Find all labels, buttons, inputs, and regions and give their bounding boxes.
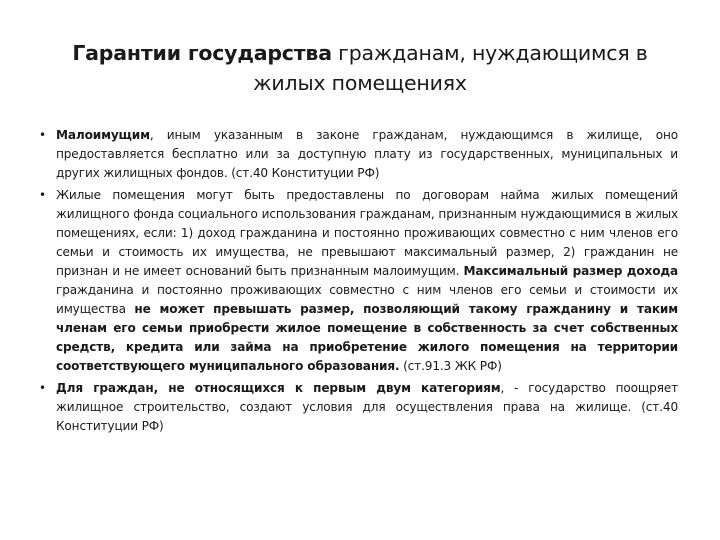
bullet-1-text: , иным указанным в законе гражданам, нуждающимся в жилище, оно предоставляется бесплатно или за доступную плату из государственных, муниципальных и других жилищных фондов. (ст.40 Конституции РФ) [56, 128, 678, 180]
bullet-list [36, 126, 678, 439]
bullet-2-text-2: гражданина и постоянно проживающих совместно с ним членов его семьи и стоимости их имущества [56, 283, 678, 316]
bullet-2-bold-1: Максимальный размер дохода [463, 264, 678, 278]
slide-title [40, 38, 680, 98]
bullet-3-bold: Для граждан, не относящихся к первым двум категориям [56, 381, 501, 395]
bullet-2-text-1: Жилые помещения могут быть предоставлены по договорам найма жилых помещений жилищного фонда социального использования гражданам, признанным нуждающимися в жилых помещениях, если: 1) доход гражданина и постоянно проживающих совместно с ним членов его семьи и стоимость их имущества, не превышают максимальный размер, 2) гражданин не признан и не имеет оснований быть признанным малоимущим. [56, 188, 678, 278]
bullet-item-other-citizens [36, 379, 678, 436]
bullet-2-text-3: (ст.91.3 ЖК РФ) [399, 359, 502, 373]
bullet-item-low-income [36, 126, 678, 183]
bullet-2-bold-2: не может превышать размер, позволяющий такому гражданину и таким членам его семьи приобрести жилое помещение в собственность за счет собственных средств, кредита или займа на приобретение жилого помещения на территории соответствующего муниципального образования. [56, 302, 678, 373]
bullet-icon: • [39, 128, 46, 142]
bullet-item-social-housing [36, 186, 678, 376]
bullet-icon: • [39, 188, 46, 202]
bullet-1-bold: Малоимущим [56, 128, 150, 142]
title-rest: гражданам, нуждающимся в жилых помещениях [253, 41, 648, 95]
bullet-icon: • [39, 381, 46, 395]
title-bold: Гарантии государства [72, 41, 332, 65]
bullet-3-text: , - государство поощряет жилищное строительство, создают условия для осуществления права на жилище. (ст.40 Конституции РФ) [56, 381, 679, 433]
